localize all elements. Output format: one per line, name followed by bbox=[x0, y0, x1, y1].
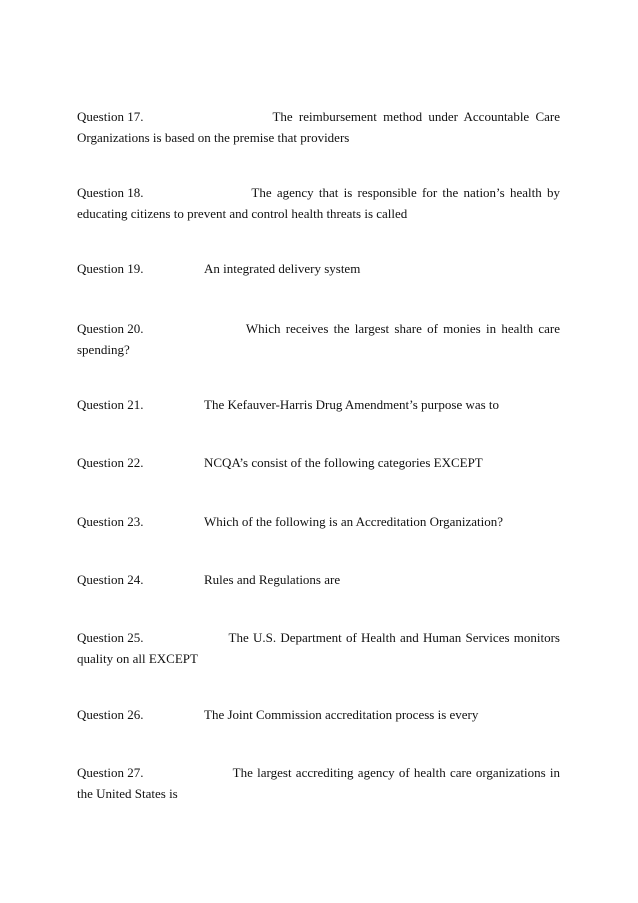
question-25-label: Question 25. bbox=[77, 630, 144, 645]
question-24-text: Rules and Regulations are bbox=[204, 572, 341, 587]
question-25 bbox=[77, 627, 560, 669]
question-20 bbox=[77, 318, 560, 360]
question-27-label: Question 27. bbox=[77, 765, 144, 780]
question-20-continuation: spending? bbox=[77, 342, 130, 357]
question-18-first-line bbox=[77, 182, 560, 203]
question-25-text: The U.S. Department of Health and Human Services monitors bbox=[228, 630, 560, 645]
question-20-label: Question 20. bbox=[77, 321, 144, 336]
question-18-label: Question 18. bbox=[77, 185, 144, 200]
question-19 bbox=[77, 258, 560, 279]
question-18 bbox=[77, 182, 560, 224]
question-26-label: Question 26. bbox=[77, 707, 144, 722]
question-17 bbox=[77, 106, 560, 148]
question-25-first-line bbox=[77, 627, 560, 648]
question-24-label: Question 24. bbox=[77, 572, 144, 587]
question-20-text: Which receives the largest share of monies in health care bbox=[245, 321, 560, 336]
question-27-continuation: the United States is bbox=[77, 786, 178, 801]
question-22-label: Question 22. bbox=[77, 455, 144, 470]
question-17-continuation: Organizations is based on the premise that providers bbox=[77, 130, 350, 145]
question-24 bbox=[77, 569, 560, 590]
question-21-label: Question 21. bbox=[77, 397, 144, 412]
question-17-text: The reimbursement method under Accountable Care bbox=[272, 109, 560, 124]
question-27-text: The largest accrediting agency of health care organizations in bbox=[232, 765, 560, 780]
question-22-text: NCQA’s consist of the following categories EXCEPT bbox=[204, 455, 483, 470]
question-22 bbox=[77, 452, 560, 473]
question-23-text: Which of the following is an Accreditation Organization? bbox=[204, 514, 504, 529]
question-27-first-line bbox=[77, 762, 560, 783]
question-21 bbox=[77, 394, 560, 415]
question-27 bbox=[77, 762, 560, 804]
question-18-continuation: educating citizens to prevent and control health threats is called bbox=[77, 206, 408, 221]
question-20-first-line bbox=[77, 318, 560, 339]
question-26 bbox=[77, 704, 560, 725]
question-21-text: The Kefauver-Harris Drug Amendment’s purpose was to bbox=[204, 397, 500, 412]
question-25-continuation: quality on all EXCEPT bbox=[77, 651, 198, 666]
question-19-label: Question 19. bbox=[77, 261, 144, 276]
question-18-text: The agency that is responsible for the nation’s health by bbox=[251, 185, 560, 200]
question-17-label: Question 17. bbox=[77, 109, 144, 124]
question-17-first-line bbox=[77, 106, 560, 127]
question-23-label: Question 23. bbox=[77, 514, 144, 529]
question-23 bbox=[77, 511, 560, 532]
question-19-text: An integrated delivery system bbox=[204, 261, 361, 276]
question-26-text: The Joint Commission accreditation process is every bbox=[204, 707, 479, 722]
